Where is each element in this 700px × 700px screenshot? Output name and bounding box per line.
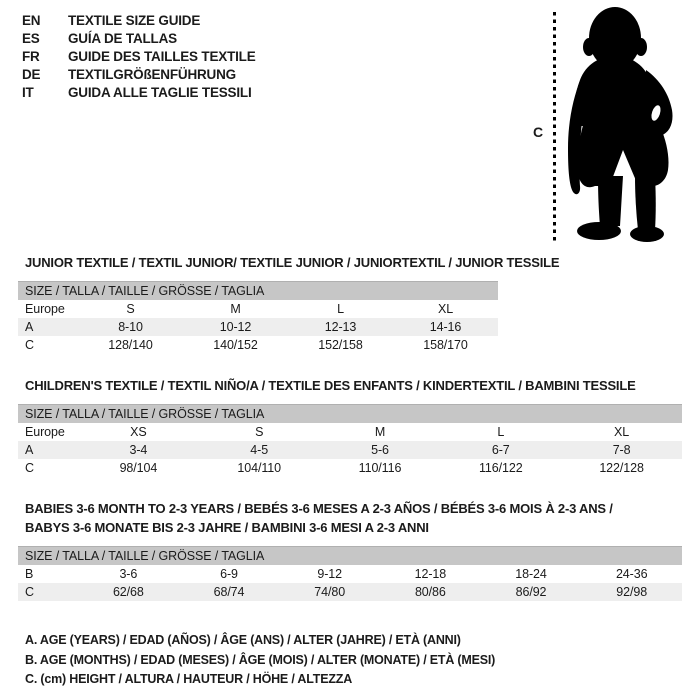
- size-table: [18, 546, 682, 601]
- cell-value: M: [374, 425, 386, 439]
- baby-silhouette-icon: [568, 0, 698, 245]
- table-row: [18, 565, 682, 583]
- cell-value: L: [337, 302, 344, 316]
- cell-value: 4-5: [250, 443, 269, 457]
- cell-value: 80/86: [414, 585, 446, 599]
- cell-value: XL: [614, 425, 630, 439]
- cell-value: 14-16: [429, 320, 462, 334]
- cell-value: 8-10: [118, 320, 143, 334]
- height-measure-dotted-line: [553, 12, 556, 242]
- language-row: [22, 12, 256, 30]
- section-title-line: JUNIOR TEXTILE / TEXTIL JUNIOR/ TEXTILE JUNIOR / JUNIORTEXTIL / JUNIOR TESSILE: [25, 255, 560, 270]
- language-label: GUÍA DE TALLAS: [68, 31, 177, 46]
- row-label: C: [25, 585, 34, 599]
- cell-value: S: [126, 302, 135, 316]
- language-code: DE: [22, 67, 41, 82]
- cell-value: 74/80: [314, 585, 346, 599]
- cell-value: 128/140: [108, 338, 153, 352]
- cell-value: XL: [437, 302, 454, 316]
- language-row: [22, 84, 256, 102]
- footnote-line: B. AGE (MONTHS) / EDAD (MESES) / ÂGE (MOIS) / ALTER (MONATE) / ETÀ (MESI): [25, 652, 496, 667]
- size-header-bar: SIZE / TALLA / TAILLE / GRÖSSE / TAGLIA: [18, 281, 498, 300]
- language-code: FR: [22, 49, 40, 64]
- cell-value: M: [230, 302, 241, 316]
- table-row: [18, 583, 682, 601]
- cell-value: 12-13: [324, 320, 357, 334]
- cell-value: 110/116: [358, 461, 402, 475]
- cell-value: 5-6: [371, 443, 389, 457]
- language-row: [22, 66, 256, 84]
- language-label: GUIDA ALLE TAGLIE TESSILI: [68, 85, 252, 100]
- footnotes: [18, 631, 682, 690]
- tables-content: [18, 253, 682, 690]
- section-title-line: BABYS 3-6 MONATE BIS 2-3 JAHRE / BAMBINI 3-6 MESI A 2-3 ANNI: [25, 520, 429, 535]
- table-rows: [18, 565, 682, 601]
- cell-value: 6-7: [491, 443, 510, 457]
- language-label: TEXTILGRÖßENFÜHRUNG: [68, 67, 236, 82]
- language-label: GUIDE DES TAILLES TEXTILE: [68, 49, 256, 64]
- cell-value: 140/152: [213, 338, 258, 352]
- table-row: [18, 336, 498, 354]
- cell-value: 12-18: [414, 567, 447, 581]
- section-title: [18, 253, 682, 272]
- size-table: [18, 281, 498, 354]
- cell-value: 104/110: [237, 461, 281, 475]
- table-rows: [18, 300, 498, 354]
- table-row: [18, 423, 682, 441]
- row-label: C: [25, 461, 34, 475]
- size-section: [18, 253, 682, 354]
- row-label: A: [25, 443, 34, 457]
- table-rows: [18, 423, 682, 477]
- section-title-line: CHILDREN'S TEXTILE / TEXTIL NIÑO/A / TEXTILE DES ENFANTS / KINDERTEXTIL / BAMBINI TESSILE: [25, 378, 636, 393]
- cell-value: 24-36: [615, 567, 648, 581]
- cell-value: 62/68: [112, 585, 144, 599]
- row-label: C: [25, 338, 34, 352]
- row-label: B: [25, 567, 34, 581]
- language-list: [22, 12, 256, 102]
- cell-value: XS: [130, 425, 147, 439]
- size-header-bar: SIZE / TALLA / TAILLE / GRÖSSE / TAGLIA: [18, 404, 682, 423]
- cell-value: 92/98: [616, 585, 648, 599]
- cell-value: 18-24: [515, 567, 547, 581]
- section-title: [18, 376, 682, 395]
- height-measure-label: C: [533, 124, 544, 140]
- cell-value: 152/158: [318, 338, 363, 352]
- cell-value: 6-9: [220, 567, 238, 581]
- cell-value: 3-4: [129, 443, 148, 457]
- cell-value: 86/92: [515, 585, 547, 599]
- language-row: [22, 48, 256, 66]
- row-label: A: [25, 320, 34, 334]
- section-title: [18, 499, 682, 537]
- table-row: [18, 441, 682, 459]
- size-section: [18, 376, 682, 477]
- cell-value: 7-8: [612, 443, 631, 457]
- section-title-line: BABIES 3-6 MONTH TO 2-3 YEARS / BEBÉS 3-6 MESES A 2-3 AÑOS / BÉBÉS 3-6 MOIS À 2-3 ANS /: [25, 501, 613, 516]
- language-code: ES: [22, 31, 40, 46]
- cell-value: 68/74: [213, 585, 245, 599]
- footnote-line: C. (cm) HEIGHT / ALTURA / HAUTEUR / HÖHE / ALTEZZA: [25, 672, 353, 686]
- cell-value: S: [255, 425, 264, 439]
- row-label: Europe: [25, 425, 65, 439]
- cell-value: L: [497, 425, 505, 439]
- cell-value: 158/170: [423, 338, 468, 352]
- cell-value: 3-6: [119, 567, 138, 581]
- cell-value: 98/104: [119, 461, 158, 475]
- size-section: [18, 499, 682, 601]
- table-row: [18, 459, 682, 477]
- cell-value: 9-12: [317, 567, 342, 581]
- footnote-line: A. AGE (YEARS) / EDAD (AÑOS) / ÂGE (ANS) / ALTER (JAHRE) / ETÀ (ANNI): [25, 633, 461, 647]
- size-table: [18, 404, 682, 477]
- language-label: TEXTILE SIZE GUIDE: [68, 13, 201, 28]
- table-row: [18, 300, 498, 318]
- language-row: [22, 30, 256, 48]
- size-header-bar: SIZE / TALLA / TAILLE / GRÖSSE / TAGLIA: [18, 546, 682, 565]
- language-code: EN: [22, 13, 41, 28]
- cell-value: 116/122: [479, 461, 523, 475]
- language-code: IT: [22, 85, 34, 100]
- cell-value: 122/128: [599, 461, 644, 475]
- row-label: Europe: [25, 302, 65, 316]
- cell-value: 10-12: [219, 320, 252, 334]
- table-row: [18, 318, 498, 336]
